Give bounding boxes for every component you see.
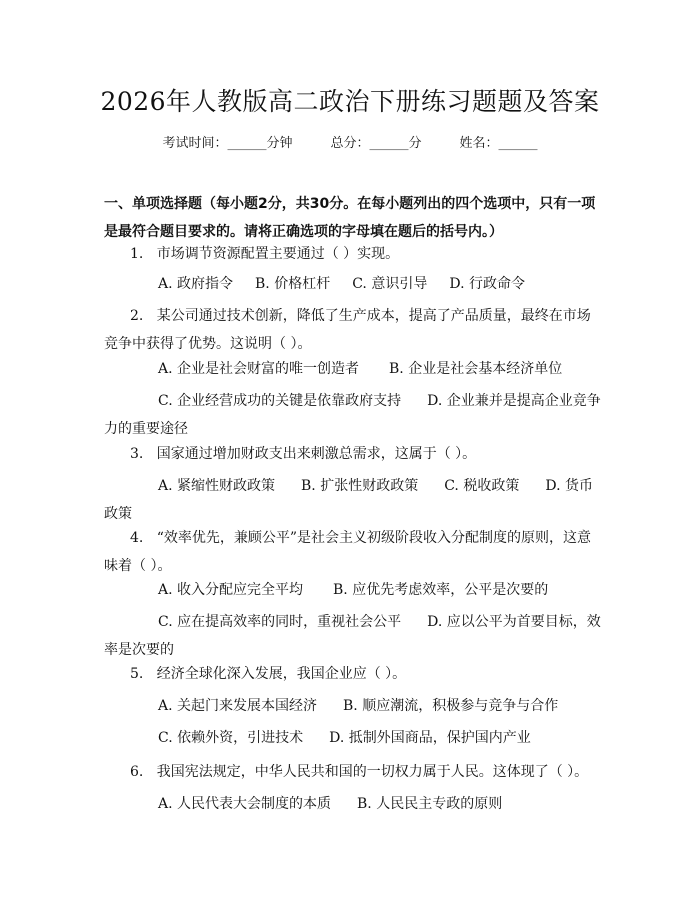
question-text: 市场调节资源配置主要通过（ ）实现。 [156, 246, 400, 262]
option: C. 企业经营成功的关键是依靠政府支持 [158, 393, 402, 409]
option: D. 抵制外国商品，保护国内产业 [329, 730, 531, 746]
question-stem [104, 302, 604, 358]
question-stem [104, 524, 604, 580]
option: D. 货币政策 [104, 478, 593, 522]
option: C. 应在提高效率的同时，重视社会公平 [158, 614, 402, 630]
option-row [104, 608, 604, 664]
option-row [104, 692, 604, 720]
option-row [104, 355, 604, 383]
option: A. 紧缩性财政政策 [158, 478, 276, 494]
question-text: 我国宪法规定，中华人民共和国的一切权力属于人民。这体现了（ ）。 [156, 764, 589, 780]
question-number: 4. [130, 530, 144, 546]
option: D. 行政命令 [449, 276, 525, 292]
option-row [104, 724, 604, 752]
question-number: 6. [130, 764, 144, 780]
student-name: 姓名：______ [459, 136, 538, 151]
question-stem [104, 440, 604, 468]
question-text: 经济全球化深入发展，我国企业应（ ）。 [156, 666, 407, 682]
option: C. 税收政策 [444, 478, 520, 494]
exam-time: 考试时间：______分钟 [162, 136, 293, 151]
option: B. 扩张性财政政策 [301, 478, 419, 494]
option: B. 人民民主专政的原则 [357, 796, 503, 812]
question-stem [104, 758, 604, 786]
option-row [104, 790, 604, 818]
option: C. 依赖外资，引进技术 [158, 730, 304, 746]
question-text: 某公司通过技术创新，降低了生产成本，提高了产品质量，最终在市场竞争中获得了优势。这说明（ ）。 [104, 308, 591, 352]
total-score: 总分：______分 [330, 136, 422, 151]
option: B. 企业是社会基本经济单位 [389, 361, 563, 377]
page-title: 2026年人教版高二政治下册练习题题及答案 [100, 87, 600, 116]
exam-meta [0, 132, 700, 151]
question-stem [104, 660, 604, 688]
option: B. 顺应潮流，积极参与竞争与合作 [343, 698, 559, 714]
question-number: 2. [130, 308, 144, 324]
option: A. 关起门来发展本国经济 [158, 698, 318, 714]
option: D. 企业兼并是提高企业竞争力的重要途径 [104, 393, 601, 437]
option: A. 人民代表大会制度的本质 [158, 796, 332, 812]
option-row [104, 387, 604, 443]
question-number: 5. [130, 666, 144, 682]
question-number: 1. [130, 246, 144, 262]
option: D. 应以公平为首要目标，效率是次要的 [104, 614, 601, 658]
option-row [104, 576, 604, 604]
option: B. 应优先考虑效率，公平是次要的 [333, 582, 549, 598]
option: C. 意识引导 [352, 276, 428, 292]
question-text: 国家通过增加财政支出来刺激总需求，这属于（ ）。 [156, 446, 477, 462]
option-row [104, 270, 604, 298]
option: A. 政府指令 [158, 276, 234, 292]
question-number: 3. [130, 446, 144, 462]
question-text: “效率优先，兼顾公平”是社会主义初级阶段收入分配制度的原则，这意味着（ ）。 [104, 530, 592, 574]
question-stem [104, 240, 604, 268]
section-heading: 一、单项选择题（每小题2分，共30分。在每小题列出的四个选项中，只有一项是最符合题目要求的。请将正确选项的字母填在题后的括号内。） [104, 196, 596, 240]
option: A. 企业是社会财富的唯一创造者 [158, 361, 360, 377]
option: B. 价格杠杆 [255, 276, 331, 292]
option-row [104, 472, 604, 528]
option: A. 收入分配应完全平均 [158, 582, 304, 598]
